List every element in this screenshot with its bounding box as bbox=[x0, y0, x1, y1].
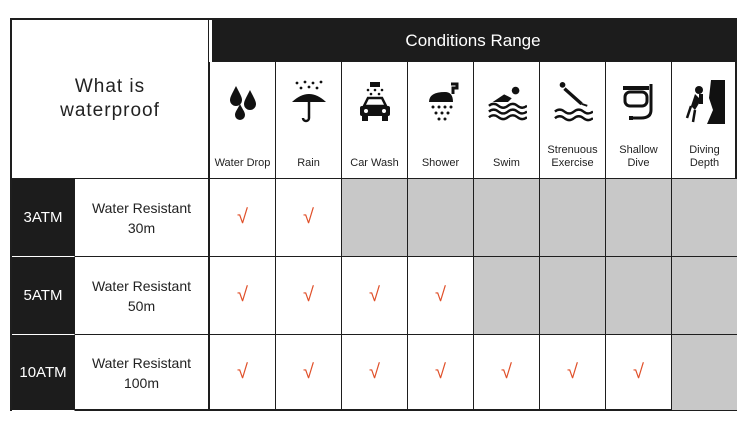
condition-label: Shower bbox=[421, 157, 460, 169]
atm-rating: 10ATM bbox=[12, 335, 75, 411]
unsupported-cell bbox=[539, 257, 605, 335]
condition-column-5 bbox=[473, 62, 539, 179]
condition-label: Swim bbox=[493, 157, 520, 169]
condition-label: Rain bbox=[297, 157, 320, 169]
check-mark: √ bbox=[275, 179, 341, 257]
condition-label: Shallow Dive bbox=[619, 144, 658, 169]
check-mark: √ bbox=[605, 335, 671, 411]
check-mark: √ bbox=[539, 335, 605, 411]
condition-column-1 bbox=[209, 62, 275, 179]
check-mark: √ bbox=[407, 335, 473, 411]
umbrella-rain-icon bbox=[289, 80, 329, 124]
check-mark: √ bbox=[407, 257, 473, 335]
unsupported-cell bbox=[539, 179, 605, 257]
diver-jump-icon bbox=[553, 80, 593, 124]
unsupported-cell bbox=[605, 179, 671, 257]
check-mark: √ bbox=[209, 257, 275, 335]
water-drop-icon bbox=[223, 80, 263, 124]
check-mark: √ bbox=[473, 335, 539, 411]
condition-label: Diving Depth bbox=[689, 144, 720, 169]
snorkel-mask-icon bbox=[619, 80, 659, 124]
check-mark: √ bbox=[275, 257, 341, 335]
condition-column-6 bbox=[539, 62, 605, 179]
title-line-1: What is bbox=[74, 76, 146, 97]
table-title bbox=[12, 20, 209, 179]
conditions-header: Conditions Range bbox=[209, 20, 737, 62]
water-resistance-label: Water Resistant 100m bbox=[75, 335, 209, 411]
scuba-diver-icon bbox=[685, 80, 725, 124]
condition-column-3 bbox=[341, 62, 407, 179]
condition-label: Car Wash bbox=[350, 157, 399, 169]
water-resistance-label: Water Resistant 50m bbox=[75, 257, 209, 335]
waterproof-table bbox=[10, 18, 737, 411]
check-mark: √ bbox=[341, 257, 407, 335]
unsupported-cell bbox=[407, 179, 473, 257]
condition-column-4 bbox=[407, 62, 473, 179]
unsupported-cell bbox=[473, 257, 539, 335]
condition-label: Strenuous Exercise bbox=[547, 144, 598, 169]
check-mark: √ bbox=[275, 335, 341, 411]
check-mark: √ bbox=[341, 335, 407, 411]
unsupported-cell bbox=[473, 179, 539, 257]
condition-label: Water Drop bbox=[214, 157, 271, 169]
condition-column-7 bbox=[605, 62, 671, 179]
condition-column-8 bbox=[671, 62, 737, 179]
unsupported-cell bbox=[671, 257, 737, 335]
atm-rating: 5ATM bbox=[12, 257, 75, 335]
unsupported-cell bbox=[671, 179, 737, 257]
title-line-2: waterproof bbox=[60, 100, 160, 121]
condition-column-2 bbox=[275, 62, 341, 179]
unsupported-cell bbox=[671, 335, 737, 411]
unsupported-cell bbox=[605, 257, 671, 335]
car-wash-icon bbox=[355, 80, 395, 124]
header-divider bbox=[209, 20, 212, 62]
unsupported-cell bbox=[341, 179, 407, 257]
check-mark: √ bbox=[209, 179, 275, 257]
water-resistance-label: Water Resistant 30m bbox=[75, 179, 209, 257]
shower-icon bbox=[421, 80, 461, 124]
swimmer-icon bbox=[487, 80, 527, 124]
atm-rating: 3ATM bbox=[12, 179, 75, 257]
check-mark: √ bbox=[209, 335, 275, 411]
